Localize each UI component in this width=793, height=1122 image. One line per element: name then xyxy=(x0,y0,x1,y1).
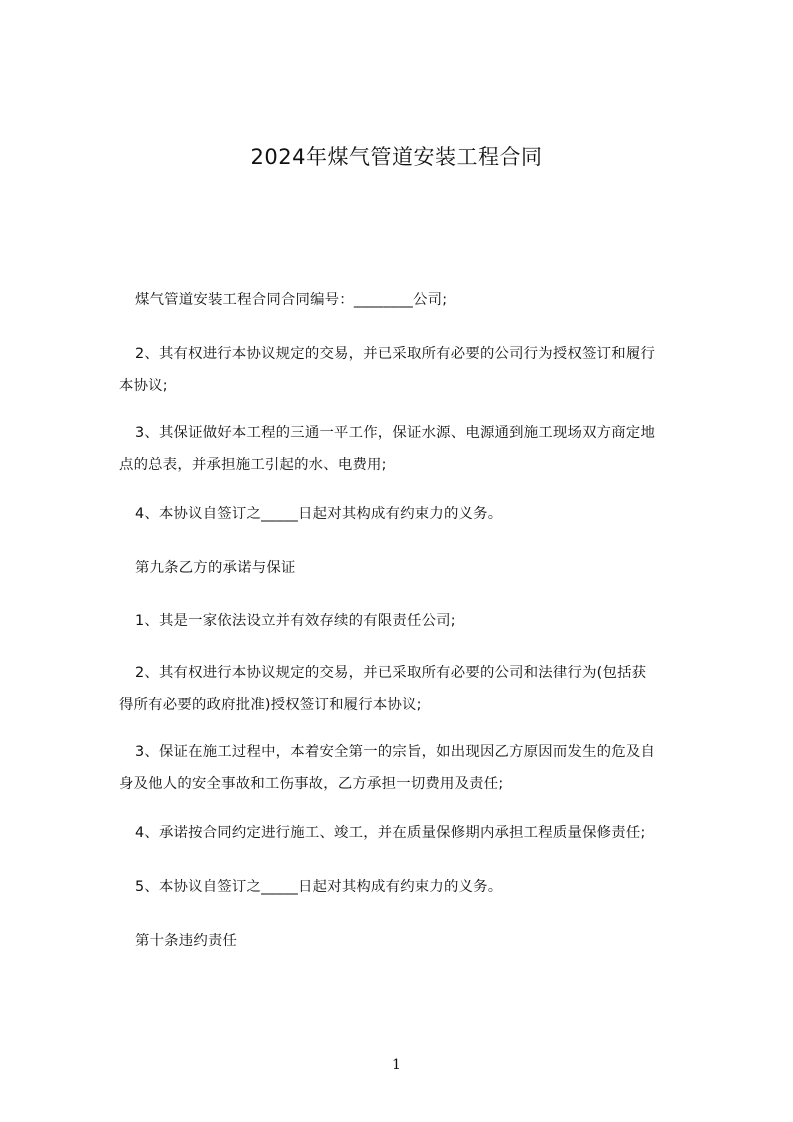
paragraph-line: 身及他人的安全事故和工伤事故，乙方承担一切费用及责任; xyxy=(119,776,504,792)
paragraph-party-b-item-3 xyxy=(119,736,700,800)
paragraph-party-b-item-2 xyxy=(119,657,700,721)
paragraph-line: 点的总表，并承担施工引起的水、电费用; xyxy=(119,457,387,473)
paragraph-line: 4、承诺按合同约定进行施工、竣工，并在质量保修期内承担工程质量保修责任; xyxy=(135,825,646,841)
paragraph-line: 3、其保证做好本工程的三通一平工作，保证水源、电源通到施工现场双方商定地 xyxy=(135,425,656,441)
paragraph-party-b-item-1 xyxy=(135,605,700,637)
paragraph-line: 1、其是一家依法设立并有效存续的有限责任公司; xyxy=(135,613,456,629)
paragraph-line: 4、本协议自签订之_____日起对其构成有约束力的义务。 xyxy=(135,506,503,522)
paragraph-party-b-item-4 xyxy=(135,817,700,849)
paragraph-party-a-item-2 xyxy=(119,338,700,402)
paragraph-contract-number xyxy=(135,284,700,316)
paragraph-party-a-item-3 xyxy=(119,417,700,481)
paragraph-line: 2、其有权进行本协议规定的交易，并已采取所有必要的公司行为授权签订和履行 xyxy=(135,346,656,362)
page-number: 1 xyxy=(392,1057,401,1073)
paragraph-line: 煤气管道安装工程合同合同编号：________公司; xyxy=(135,292,448,308)
paragraph-line: 2、其有权进行本协议规定的交易，并已采取所有必要的公司和法律行为(包括获 xyxy=(135,665,647,681)
paragraph-party-a-item-4 xyxy=(135,498,700,530)
paragraph-line: 5、本协议自签订之_____日起对其构成有约束力的义务。 xyxy=(135,879,503,895)
paragraph-line: 第九条乙方的承诺与保证 xyxy=(135,560,296,576)
paragraph-line: 3、保证在施工过程中，本着安全第一的宗旨，如出现因乙方原因而发生的危及自 xyxy=(135,744,656,760)
section-heading-article-9 xyxy=(135,552,700,584)
paragraph-line: 本协议; xyxy=(119,378,168,394)
paragraph-party-b-item-5 xyxy=(135,871,700,903)
document-title: 2024年煤气管道安装工程合同 xyxy=(250,145,543,169)
paragraph-line: 第十条违约责任 xyxy=(135,933,238,949)
paragraph-line: 得所有必要的政府批准)授权签订和履行本协议; xyxy=(119,697,422,713)
section-heading-article-10 xyxy=(135,925,700,957)
